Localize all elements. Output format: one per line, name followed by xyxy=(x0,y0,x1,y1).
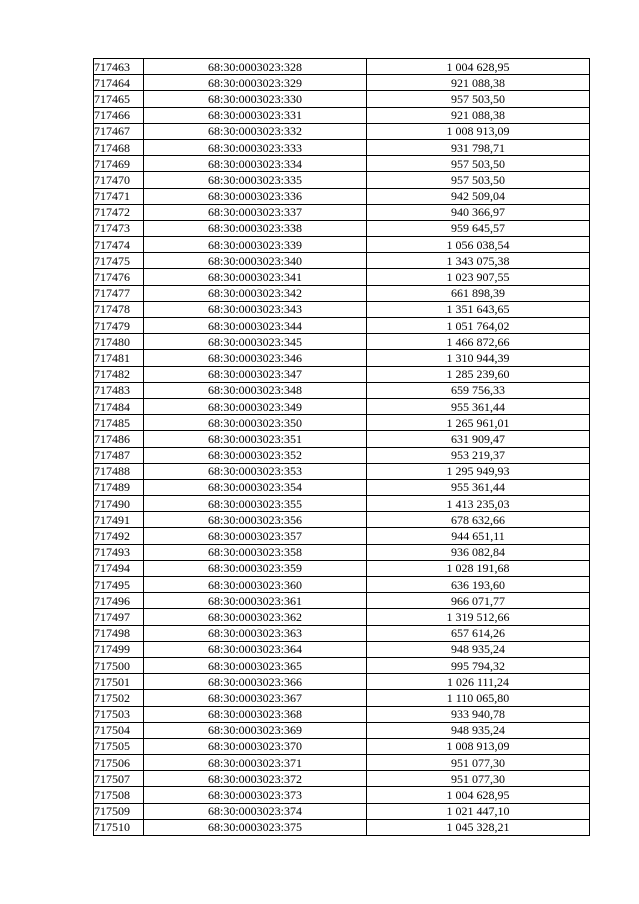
cadastral-number-cell: 68:30:0003023:337 xyxy=(144,204,367,220)
row-number-cell: 717487 xyxy=(94,447,144,463)
cadastral-number-cell: 68:30:0003023:339 xyxy=(144,237,367,253)
cadastral-value-cell: 966 071,77 xyxy=(367,593,590,609)
cadastral-number-cell: 68:30:0003023:349 xyxy=(144,398,367,414)
row-number-cell: 717510 xyxy=(94,819,144,835)
cadastral-number-cell: 68:30:0003023:333 xyxy=(144,139,367,155)
cadastral-value-cell: 944 651,11 xyxy=(367,528,590,544)
table-row xyxy=(94,59,590,75)
table-row xyxy=(94,204,590,220)
row-number-cell: 717483 xyxy=(94,382,144,398)
cadastral-number-cell: 68:30:0003023:358 xyxy=(144,544,367,560)
cadastral-value-cell: 678 632,66 xyxy=(367,512,590,528)
cadastral-number-cell: 68:30:0003023:350 xyxy=(144,415,367,431)
table-row xyxy=(94,577,590,593)
cadastral-value-cell: 1 343 075,38 xyxy=(367,253,590,269)
cadastral-number-cell: 68:30:0003023:355 xyxy=(144,496,367,512)
row-number-cell: 717476 xyxy=(94,269,144,285)
cadastral-number-cell: 68:30:0003023:330 xyxy=(144,91,367,107)
cadastral-number-cell: 68:30:0003023:366 xyxy=(144,674,367,690)
table-row xyxy=(94,560,590,576)
cadastral-value-cell: 1 319 512,66 xyxy=(367,609,590,625)
table-row xyxy=(94,657,590,673)
row-number-cell: 717496 xyxy=(94,593,144,609)
cadastral-number-cell: 68:30:0003023:340 xyxy=(144,253,367,269)
table-row xyxy=(94,479,590,495)
cadastral-number-cell: 68:30:0003023:362 xyxy=(144,609,367,625)
row-number-cell: 717504 xyxy=(94,722,144,738)
table-row xyxy=(94,803,590,819)
cadastral-value-cell: 995 794,32 xyxy=(367,657,590,673)
cadastral-value-cell: 936 082,84 xyxy=(367,544,590,560)
cadastral-value-cell: 957 503,50 xyxy=(367,156,590,172)
row-number-cell: 717503 xyxy=(94,706,144,722)
cadastral-number-cell: 68:30:0003023:365 xyxy=(144,657,367,673)
cadastral-value-cell: 1 004 628,95 xyxy=(367,59,590,75)
cadastral-value-cell: 636 193,60 xyxy=(367,577,590,593)
table-row xyxy=(94,722,590,738)
row-number-cell: 717499 xyxy=(94,641,144,657)
row-number-cell: 717506 xyxy=(94,755,144,771)
cadastral-number-cell: 68:30:0003023:370 xyxy=(144,738,367,754)
table-row xyxy=(94,253,590,269)
row-number-cell: 717494 xyxy=(94,560,144,576)
cadastral-number-cell: 68:30:0003023:367 xyxy=(144,690,367,706)
cadastral-number-cell: 68:30:0003023:334 xyxy=(144,156,367,172)
cadastral-number-cell: 68:30:0003023:363 xyxy=(144,625,367,641)
row-number-cell: 717495 xyxy=(94,577,144,593)
cadastral-value-cell: 1 285 239,60 xyxy=(367,366,590,382)
cadastral-value-cell: 951 077,30 xyxy=(367,755,590,771)
table-row xyxy=(94,819,590,835)
cadastral-number-cell: 68:30:0003023:374 xyxy=(144,803,367,819)
table-row xyxy=(94,674,590,690)
table-row xyxy=(94,447,590,463)
cadastral-value-cell: 1 021 447,10 xyxy=(367,803,590,819)
cadastral-value-cell: 661 898,39 xyxy=(367,285,590,301)
table-row xyxy=(94,220,590,236)
cadastral-number-cell: 68:30:0003023:361 xyxy=(144,593,367,609)
table-row xyxy=(94,285,590,301)
row-number-cell: 717486 xyxy=(94,431,144,447)
cadastral-value-cell: 955 361,44 xyxy=(367,479,590,495)
cadastral-value-cell: 1 008 913,09 xyxy=(367,123,590,139)
cadastral-value-cell: 657 614,26 xyxy=(367,625,590,641)
row-number-cell: 717474 xyxy=(94,237,144,253)
cadastral-value-cell: 1 026 111,24 xyxy=(367,674,590,690)
table-row xyxy=(94,188,590,204)
table-row xyxy=(94,269,590,285)
row-number-cell: 717488 xyxy=(94,463,144,479)
table-row xyxy=(94,318,590,334)
table-row xyxy=(94,787,590,803)
table-row xyxy=(94,398,590,414)
table-row xyxy=(94,91,590,107)
row-number-cell: 717478 xyxy=(94,301,144,317)
table-row xyxy=(94,625,590,641)
table-row xyxy=(94,301,590,317)
cadastral-value-cell: 1 413 235,03 xyxy=(367,496,590,512)
row-number-cell: 717492 xyxy=(94,528,144,544)
cadastral-value-cell: 957 503,50 xyxy=(367,172,590,188)
cadastral-value-cell: 931 798,71 xyxy=(367,139,590,155)
cadastral-value-cell: 957 503,50 xyxy=(367,91,590,107)
row-number-cell: 717493 xyxy=(94,544,144,560)
table-row xyxy=(94,496,590,512)
row-number-cell: 717466 xyxy=(94,107,144,123)
row-number-cell: 717485 xyxy=(94,415,144,431)
row-number-cell: 717473 xyxy=(94,220,144,236)
table-row xyxy=(94,107,590,123)
row-number-cell: 717509 xyxy=(94,803,144,819)
row-number-cell: 717481 xyxy=(94,350,144,366)
cadastral-number-cell: 68:30:0003023:343 xyxy=(144,301,367,317)
cadastral-value-cell: 1 466 872,66 xyxy=(367,334,590,350)
cadastral-value-cell: 1 045 328,21 xyxy=(367,819,590,835)
cadastral-number-cell: 68:30:0003023:368 xyxy=(144,706,367,722)
cadastral-value-cell: 921 088,38 xyxy=(367,75,590,91)
cadastral-value-cell: 951 077,30 xyxy=(367,771,590,787)
cadastral-value-table xyxy=(93,58,590,836)
row-number-cell: 717508 xyxy=(94,787,144,803)
row-number-cell: 717475 xyxy=(94,253,144,269)
row-number-cell: 717465 xyxy=(94,91,144,107)
cadastral-value-cell: 955 361,44 xyxy=(367,398,590,414)
row-number-cell: 717501 xyxy=(94,674,144,690)
table-row xyxy=(94,350,590,366)
cadastral-number-cell: 68:30:0003023:348 xyxy=(144,382,367,398)
cadastral-number-cell: 68:30:0003023:329 xyxy=(144,75,367,91)
cadastral-number-cell: 68:30:0003023:345 xyxy=(144,334,367,350)
cadastral-value-cell: 659 756,33 xyxy=(367,382,590,398)
table-row xyxy=(94,771,590,787)
table-row xyxy=(94,755,590,771)
cadastral-number-cell: 68:30:0003023:371 xyxy=(144,755,367,771)
table-row xyxy=(94,172,590,188)
cadastral-value-cell: 1 023 907,55 xyxy=(367,269,590,285)
table-row xyxy=(94,593,590,609)
cadastral-number-cell: 68:30:0003023:360 xyxy=(144,577,367,593)
cadastral-value-cell: 1 056 038,54 xyxy=(367,237,590,253)
cadastral-number-cell: 68:30:0003023:342 xyxy=(144,285,367,301)
table-row xyxy=(94,139,590,155)
cadastral-number-cell: 68:30:0003023:375 xyxy=(144,819,367,835)
cadastral-number-cell: 68:30:0003023:353 xyxy=(144,463,367,479)
row-number-cell: 717477 xyxy=(94,285,144,301)
cadastral-number-cell: 68:30:0003023:344 xyxy=(144,318,367,334)
row-number-cell: 717480 xyxy=(94,334,144,350)
row-number-cell: 717498 xyxy=(94,625,144,641)
cadastral-number-cell: 68:30:0003023:335 xyxy=(144,172,367,188)
row-number-cell: 717500 xyxy=(94,657,144,673)
cadastral-number-cell: 68:30:0003023:354 xyxy=(144,479,367,495)
row-number-cell: 717472 xyxy=(94,204,144,220)
cadastral-value-cell: 1 265 961,01 xyxy=(367,415,590,431)
cadastral-number-cell: 68:30:0003023:331 xyxy=(144,107,367,123)
cadastral-value-cell: 1 028 191,68 xyxy=(367,560,590,576)
cadastral-value-cell: 959 645,57 xyxy=(367,220,590,236)
cadastral-number-cell: 68:30:0003023:364 xyxy=(144,641,367,657)
row-number-cell: 717469 xyxy=(94,156,144,172)
row-number-cell: 717482 xyxy=(94,366,144,382)
cadastral-value-cell: 1 351 643,65 xyxy=(367,301,590,317)
cadastral-number-cell: 68:30:0003023:352 xyxy=(144,447,367,463)
cadastral-value-cell: 1 310 944,39 xyxy=(367,350,590,366)
row-number-cell: 717489 xyxy=(94,479,144,495)
table-row xyxy=(94,382,590,398)
table-row xyxy=(94,75,590,91)
cadastral-value-cell: 940 366,97 xyxy=(367,204,590,220)
cadastral-number-cell: 68:30:0003023:356 xyxy=(144,512,367,528)
table-row xyxy=(94,334,590,350)
table-row xyxy=(94,528,590,544)
table-row xyxy=(94,690,590,706)
row-number-cell: 717464 xyxy=(94,75,144,91)
cadastral-value-cell: 1 295 949,93 xyxy=(367,463,590,479)
table-row xyxy=(94,237,590,253)
cadastral-number-cell: 68:30:0003023:346 xyxy=(144,350,367,366)
table-body xyxy=(94,59,590,836)
cadastral-number-cell: 68:30:0003023:372 xyxy=(144,771,367,787)
table-row xyxy=(94,609,590,625)
cadastral-value-cell: 631 909,47 xyxy=(367,431,590,447)
cadastral-number-cell: 68:30:0003023:351 xyxy=(144,431,367,447)
table-row xyxy=(94,738,590,754)
table-row xyxy=(94,415,590,431)
row-number-cell: 717463 xyxy=(94,59,144,75)
table-row xyxy=(94,706,590,722)
row-number-cell: 717490 xyxy=(94,496,144,512)
cadastral-number-cell: 68:30:0003023:336 xyxy=(144,188,367,204)
cadastral-number-cell: 68:30:0003023:369 xyxy=(144,722,367,738)
table-row xyxy=(94,641,590,657)
cadastral-value-cell: 948 935,24 xyxy=(367,722,590,738)
cadastral-number-cell: 68:30:0003023:341 xyxy=(144,269,367,285)
row-number-cell: 717507 xyxy=(94,771,144,787)
table-row xyxy=(94,463,590,479)
cadastral-number-cell: 68:30:0003023:332 xyxy=(144,123,367,139)
cadastral-value-cell: 948 935,24 xyxy=(367,641,590,657)
cadastral-value-cell: 953 219,37 xyxy=(367,447,590,463)
row-number-cell: 717484 xyxy=(94,398,144,414)
cadastral-value-cell: 1 110 065,80 xyxy=(367,690,590,706)
cadastral-number-cell: 68:30:0003023:373 xyxy=(144,787,367,803)
cadastral-value-cell: 1 004 628,95 xyxy=(367,787,590,803)
row-number-cell: 717502 xyxy=(94,690,144,706)
cadastral-number-cell: 68:30:0003023:359 xyxy=(144,560,367,576)
cadastral-number-cell: 68:30:0003023:347 xyxy=(144,366,367,382)
table-row xyxy=(94,366,590,382)
table-row xyxy=(94,431,590,447)
table-row xyxy=(94,544,590,560)
row-number-cell: 717491 xyxy=(94,512,144,528)
cadastral-value-cell: 1 008 913,09 xyxy=(367,738,590,754)
cadastral-value-cell: 933 940,78 xyxy=(367,706,590,722)
table-row xyxy=(94,156,590,172)
table-row xyxy=(94,512,590,528)
cadastral-number-cell: 68:30:0003023:328 xyxy=(144,59,367,75)
cadastral-value-cell: 1 051 764,02 xyxy=(367,318,590,334)
row-number-cell: 717470 xyxy=(94,172,144,188)
cadastral-number-cell: 68:30:0003023:357 xyxy=(144,528,367,544)
cadastral-number-cell: 68:30:0003023:338 xyxy=(144,220,367,236)
row-number-cell: 717467 xyxy=(94,123,144,139)
cadastral-value-cell: 921 088,38 xyxy=(367,107,590,123)
row-number-cell: 717505 xyxy=(94,738,144,754)
row-number-cell: 717471 xyxy=(94,188,144,204)
row-number-cell: 717497 xyxy=(94,609,144,625)
cadastral-value-cell: 942 509,04 xyxy=(367,188,590,204)
row-number-cell: 717468 xyxy=(94,139,144,155)
table-row xyxy=(94,123,590,139)
row-number-cell: 717479 xyxy=(94,318,144,334)
